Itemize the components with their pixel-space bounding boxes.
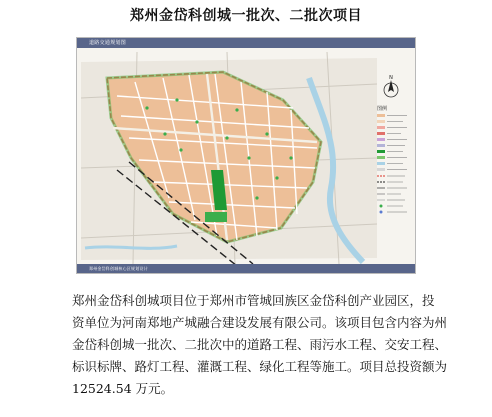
road-traffic-plan-map <box>76 37 416 274</box>
legend-title: 图例 <box>377 106 388 112</box>
map-drawing <box>77 38 416 274</box>
caption-line: 资单位为河南郑地产城融合建设发展有限公司。该项目包含内容为州 <box>72 315 448 330</box>
project-description <box>72 290 448 400</box>
map-header-bar <box>77 38 415 48</box>
map-footer-label: 郑州金岱科创城核心区规划设计 <box>89 266 148 271</box>
caption-line: 郑州金岱科创城项目位于郑州市管城回族区金岱科创产业园区，投 <box>72 293 435 308</box>
caption-line: 标识标牌、路灯工程、灌溉工程、绿化工程等施工。项目总投资额为 <box>72 359 448 374</box>
map-footer-bar <box>77 264 415 273</box>
compass-letter: N <box>389 75 393 81</box>
page-title: 郑州金岱科创城一批次、二批次项目 <box>130 8 362 24</box>
map-header-label: 道路交通规划图 <box>89 40 127 46</box>
caption-line: 金岱科创城一批次、二批次中的道路工程、雨污水工程、交安工程、 <box>72 337 448 352</box>
caption-line: 12524.54 万元。 <box>72 381 174 396</box>
